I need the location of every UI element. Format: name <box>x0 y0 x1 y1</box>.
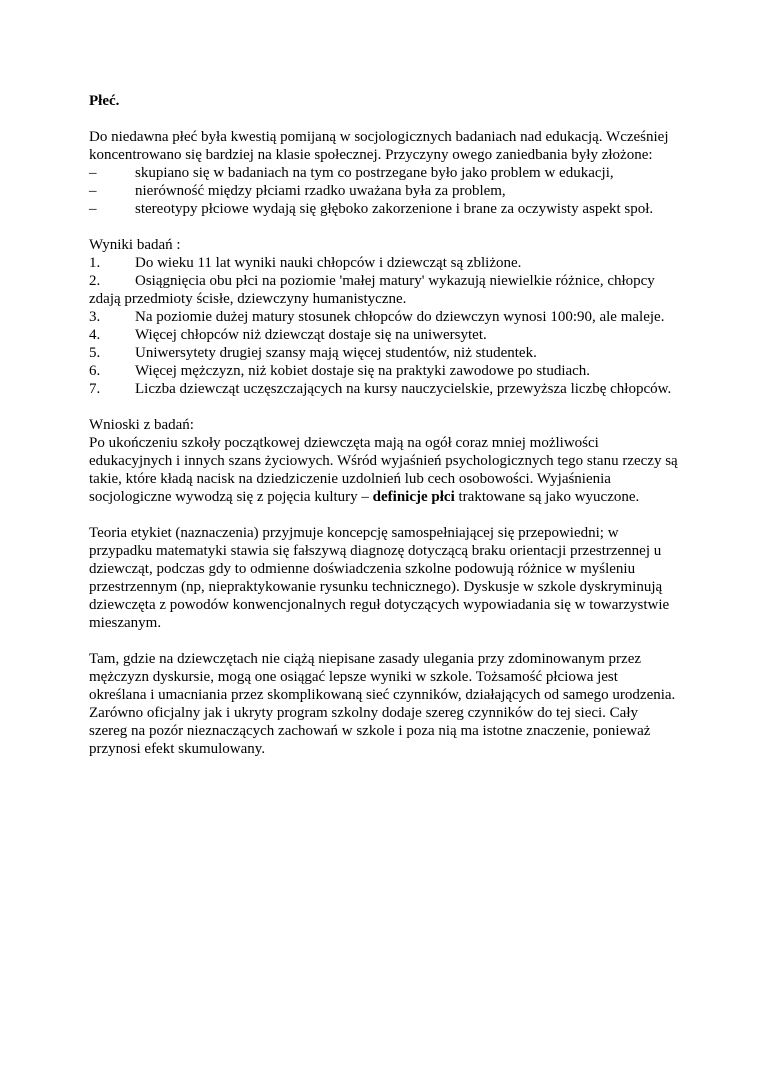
labeling-theory-paragraph: Teoria etykiet (naznaczenia) przyjmuje koncepcję samospełniającej się przepowiedni; w przypadku matematyki stawia się fałszywą diagnozę dotyczącą braku orientacji przestrzennej u dziewcząt, podczas gdy to odmienne doświadczenia szkolne podowują różnice w myśleniu przestrzennym (np, niepraktykowanie rysunku technicznego). Dyskusje w szkole dyskryminują dziewczęta z powodów konwencjonalnych reguł dotyczących wypowiadania się w towarzystwie mieszanym. <box>89 525 670 631</box>
list-item <box>89 254 679 272</box>
list-number: 2. <box>89 273 101 289</box>
intro-bullet-list <box>89 164 679 218</box>
results-section <box>89 236 679 398</box>
list-item <box>89 272 679 308</box>
dash-bullet: – <box>89 201 97 217</box>
list-item-text: Uniwersytety drugiej szansy mają więcej studentów, niż studentek. <box>135 345 537 361</box>
list-item-text: Osiągnięcia obu płci na poziomie 'małej matury' wykazują niewielkie różnice, chłopcy zdają przedmioty ścisłe, dziewczyny humanistyczne. <box>89 273 655 307</box>
results-numbered-list <box>89 254 679 398</box>
list-item-text: Liczba dziewcząt uczęszczających na kursy nauczycielskie, przewyższa liczbę chłopców. <box>135 381 672 397</box>
conclusions-heading: Wnioski z badań: <box>89 417 194 433</box>
list-item <box>89 200 679 218</box>
intro-paragraph: Do niedawna płeć była kwestią pomijaną w socjologicznych badaniach nad edukacją. Wcześniej koncentrowano się bardziej na klasie społecznej. Przyczyny owego zaniedbania były złożone: <box>89 129 669 163</box>
conclusions-section <box>89 416 679 506</box>
list-item-text: skupiano się w badaniach na tym co postrzegane było jako problem w edukacji, <box>135 165 614 181</box>
list-item-text: Więcej mężczyzn, niż kobiet dostaje się na praktyki zawodowe po studiach. <box>135 363 591 379</box>
gender-identity-paragraph: Tam, gdzie na dziewczętach nie ciążą niepisane zasady ulegania przy zdominowanym przez mężczyzn dyskursie, mogą one osiągać lepsze wyniki w szkole. Tożsamość płciowa jest określana i umacniania przez skomplikowaną sieć czynników, działających od samego urodzenia. Zarówno oficjalny jak i ukryty program szkolny dodaje szereg czynników do tej sieci. Cały szereg na pozór nieznaczących zachowań w szkole i poza nią ma istotne znaczenie, ponieważ przynosi efekt skumulowany. <box>89 651 676 757</box>
list-item-text: stereotypy płciowe wydają się głęboko zakorzenione i brane za oczywisty aspekt społ. <box>135 201 654 217</box>
conclusions-text-after: traktowane są jako wyuczone. <box>454 489 640 505</box>
results-heading: Wyniki badań : <box>89 237 181 253</box>
list-number: 5. <box>89 345 101 361</box>
list-item <box>89 344 679 362</box>
conclusions-text-before: Po ukończeniu szkoły początkowej dziewczęta mają na ogół coraz mniej możliwości edukacyjnych i innych szans życiowych. Wśród wyjaśnień psychologicznych tego stanu rzeczy są takie, które kładą nacisk na dziedziczenie uzdolnień lub cech osobowości. Wyjaśnienia socjologiczne wywodzą się z pojęcia kultury – <box>89 435 678 505</box>
dash-bullet: – <box>89 183 97 199</box>
list-item <box>89 362 679 380</box>
list-item <box>89 308 679 326</box>
list-number: 6. <box>89 363 101 379</box>
list-item-text: nierówność między płciami rzadko uważana była za problem, <box>135 183 506 199</box>
intro-section <box>89 128 679 218</box>
list-number: 3. <box>89 309 101 325</box>
list-item-text: Do wieku 11 lat wyniki nauki chłopców i dziewcząt są zbliżone. <box>135 255 522 271</box>
list-number: 7. <box>89 381 101 397</box>
list-item <box>89 326 679 344</box>
list-item <box>89 380 679 398</box>
bold-term: definicje płci <box>372 489 455 505</box>
conclusions-paragraph <box>89 434 679 506</box>
list-item <box>89 164 679 182</box>
list-item-text: Więcej chłopców niż dziewcząt dostaje się na uniwersytet. <box>135 327 487 343</box>
dash-bullet: – <box>89 165 97 181</box>
list-number: 1. <box>89 255 101 271</box>
document-title: Płeć. <box>89 93 120 109</box>
list-number: 4. <box>89 327 101 343</box>
document-page <box>89 92 679 776</box>
list-item <box>89 182 679 200</box>
list-item-text: Na poziomie dużej matury stosunek chłopców do dziewczyn wynosi 100:90, ale maleje. <box>135 309 665 325</box>
